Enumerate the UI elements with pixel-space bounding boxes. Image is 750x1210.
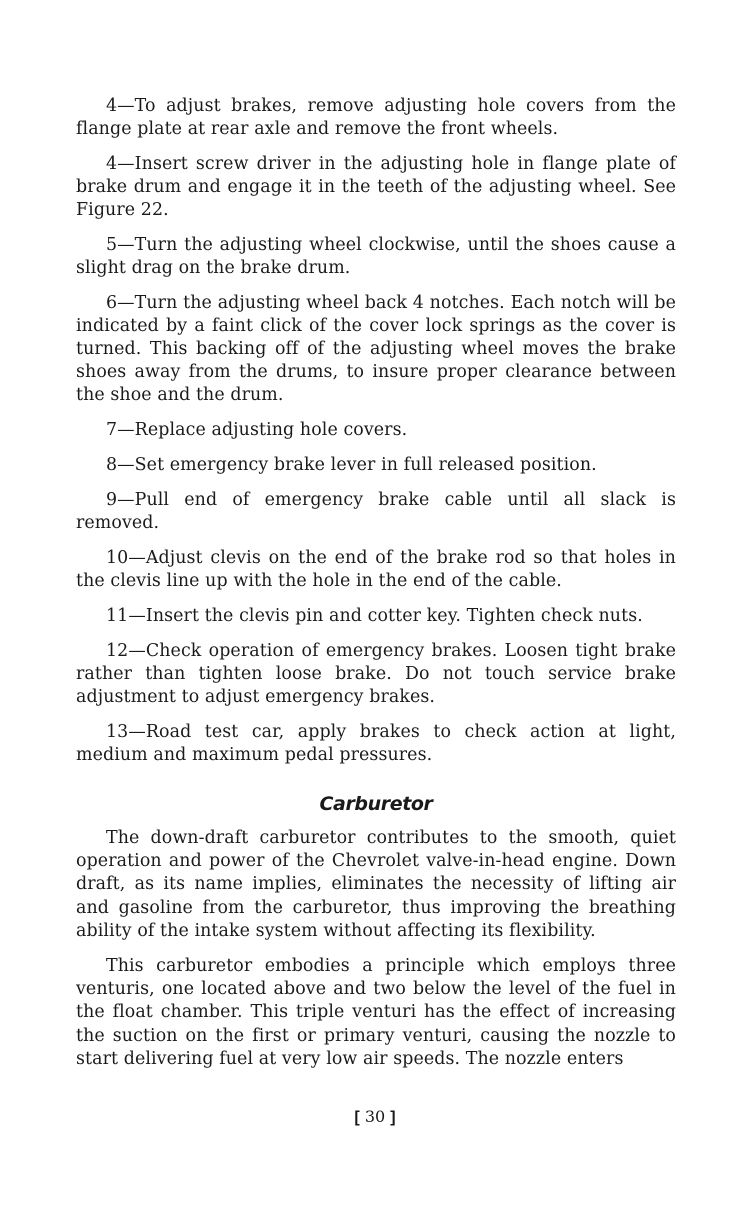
- step-item: [76, 489, 676, 535]
- step-separator: —: [117, 293, 135, 313]
- step-separator: —: [128, 606, 146, 626]
- step-item: [76, 419, 676, 442]
- step-item: [76, 547, 676, 593]
- page-number: [0, 1107, 750, 1127]
- step-text: Replace adjusting hole covers.: [134, 420, 408, 440]
- step-number: 8: [106, 455, 118, 475]
- step-text: Turn the adjusting wheel back 4 notches. Each notch will be indicated by a faint click of the cover lock springs as the cover is turned. This backing off of the adjusting wheel moves the brake shoes away from the drums, to insure proper clearance between the shoe and the drum.: [76, 293, 676, 405]
- step-item: [76, 640, 676, 709]
- step-number: 5: [106, 235, 118, 255]
- step-item: [76, 234, 676, 280]
- step-number: 6: [106, 293, 118, 313]
- step-text: Adjust clevis on the end of the brake rod so that holes in the clevis line up with the hole in the end of the cable.: [76, 548, 676, 591]
- step-item: [76, 721, 676, 767]
- step-text: Turn the adjusting wheel clockwise, until the shoes cause a slight drag on the brake drum.: [76, 235, 676, 278]
- document-page: [76, 95, 676, 1083]
- step-item: [76, 454, 676, 477]
- step-separator: —: [117, 154, 135, 174]
- step-text: Pull end of emergency brake cable until all slack is removed.: [76, 490, 676, 533]
- step-text: Insert the clevis pin and cotter key. Tighten check nuts.: [145, 606, 643, 626]
- step-separator: —: [117, 235, 135, 255]
- step-item: [76, 292, 676, 407]
- step-number: 13: [106, 722, 129, 742]
- step-separator: —: [128, 548, 146, 568]
- step-number: 7: [106, 420, 118, 440]
- step-separator: —: [117, 96, 135, 116]
- right-bracket: ]: [390, 1109, 396, 1126]
- step-text: Insert screw driver in the adjusting hole in flange plate of brake drum and engage it in the teeth of the adjusting wheel. See Figure 22.: [76, 154, 676, 220]
- step-number: 4: [106, 96, 118, 116]
- step-text: Set emergency brake lever in full released position.: [134, 455, 597, 475]
- brake-steps-list: [76, 95, 676, 767]
- step-separator: —: [128, 722, 146, 742]
- section-paragraph: This carburetor embodies a principle which employs three venturis, one located above and two below the level of the fuel in the float chamber. This triple venturi has the effect of increasing the suction on the first or primary venturi, causing the nozzle to start delivering fuel at very low air speeds. The nozzle enters: [76, 956, 676, 1069]
- step-number: 11: [106, 606, 129, 626]
- left-bracket: [: [354, 1109, 360, 1126]
- step-number: 10: [106, 548, 129, 568]
- step-text: Road test car, apply brakes to check action at light, medium and maximum pedal pressures.: [76, 722, 676, 765]
- step-text: To adjust brakes, remove adjusting hole covers from the flange plate at rear axle and remove the front wheels.: [76, 96, 676, 139]
- step-separator: —: [117, 455, 135, 475]
- page-number-value: 30: [364, 1107, 386, 1126]
- step-separator: —: [128, 641, 146, 661]
- step-number: 9: [106, 490, 118, 510]
- step-item: [76, 95, 676, 141]
- step-number: 4: [106, 154, 118, 174]
- step-number: 12: [106, 641, 129, 661]
- section-heading: Carburetor: [319, 793, 433, 815]
- step-text: Check operation of emergency brakes. Loosen tight brake rather than tighten loose brake. Do not touch service brake adjustment to adjust emergency brakes.: [76, 641, 676, 707]
- step-separator: —: [117, 420, 135, 440]
- step-separator: —: [117, 490, 135, 510]
- step-item: [76, 605, 676, 628]
- step-item: [76, 153, 676, 222]
- section-paragraph: The down-draft carburetor contributes to the smooth, quiet operation and power of the Chevrolet valve-in-head engine. Down draft, as its name implies, eliminates the necessity of lifting air and gasoline from the carburetor, thus improving the breathing ability of the intake system without affecting its flexibility.: [76, 828, 676, 941]
